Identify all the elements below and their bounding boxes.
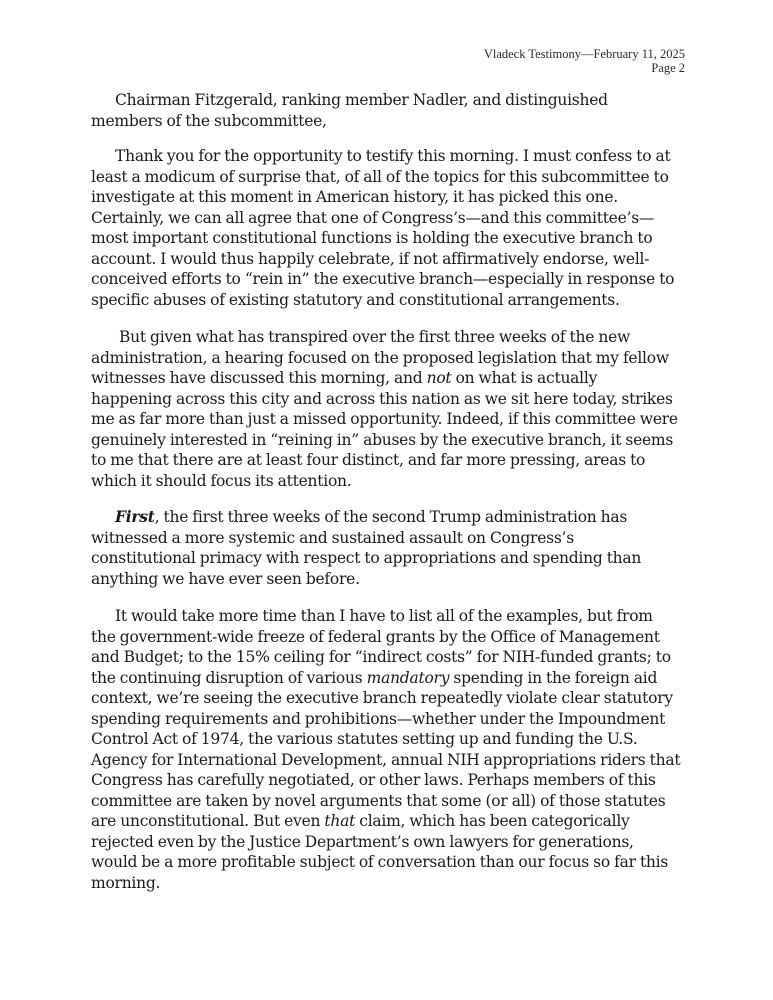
salutation-paragraph: Chairman Fitzgerald, ranking member Nadler, and distinguished members of the subcommittee, [91, 91, 608, 130]
examples-text-3: claim, which has been categorically rejected even by the Justice Department’s own lawyers for generations, would be a more profitable subject of conversation than our focus so far this morning. [91, 812, 669, 892]
context-text-1: But given what has transpired over the first three weeks of the new administration, a hearing focused on the proposed legislation that my fellow witnesses have discussed this morning, and [91, 328, 669, 387]
testimony-body [91, 90, 681, 909]
first-point-lead: First [115, 507, 155, 526]
context-text-2: on what is actually happening across this city and across this nation as we sit here today, strikes me as far more than just a missed opportunity. Indeed, if this committee were genuinely interested in “reining in” abuses by the executive branch, it seems to me that there are at least four distinct, and far more pressing, areas to which it should focus its attention. [91, 369, 678, 490]
examples-emphasis-mandatory: mandatory [366, 668, 450, 687]
context-paragraph [91, 327, 681, 491]
context-emphasis: not [426, 369, 452, 387]
examples-text-1: It would take more time than I have to list all of the examples, but from the government-wide freeze of federal grants by the Office of Management and Budget; to the 15% ceiling for “indirect costs” for NIH-funded grants; to the continuing disruption of various [91, 607, 671, 687]
examples-text-2: spending in the foreign aid context, we’re seeing the executive branch repeatedly violate clear statutory spending requirements and prohibitions—whether under the Impoundment Control Act of 1974, the various statutes setting up and funding the U.S. Agency for International Development, annual NIH appropriations riders that Congress has carefully negotiated, or other laws. Perhaps members of this committee are taken by novel arguments that some (or all) of those statutes are unconstitutional. But even [91, 668, 681, 830]
first-point-text: , the first three weeks of the second Trump administration has witnessed a more systemic and sustained assault on Congress’s constitutional primacy with respect to appropriations and spending than anything we have ever seen before. [91, 508, 642, 588]
running-header [484, 47, 685, 75]
first-point-paragraph [91, 507, 681, 589]
examples-emphasis-that: that [324, 812, 356, 830]
examples-paragraph [91, 606, 681, 893]
opening-paragraph: Thank you for the opportunity to testify this morning. I must confess to at least a modicum of surprise that, of all of the topics for this subcommittee to investigate at this moment in American history, it has picked this one. Certainly, we can all agree that one of Congress’s—and this committee’s—most important constitutional functions is holding the executive branch to account. I would thus happily celebrate, if not affirmatively endorse, well-conceived efforts to “rein in” the executive branch—especially in response to specific abuses of existing statutory and constitutional arrangements. [91, 147, 675, 309]
header-title: Vladeck Testimony—February 11, 2025 [483, 47, 685, 61]
page-number: Page 2 [651, 61, 685, 75]
